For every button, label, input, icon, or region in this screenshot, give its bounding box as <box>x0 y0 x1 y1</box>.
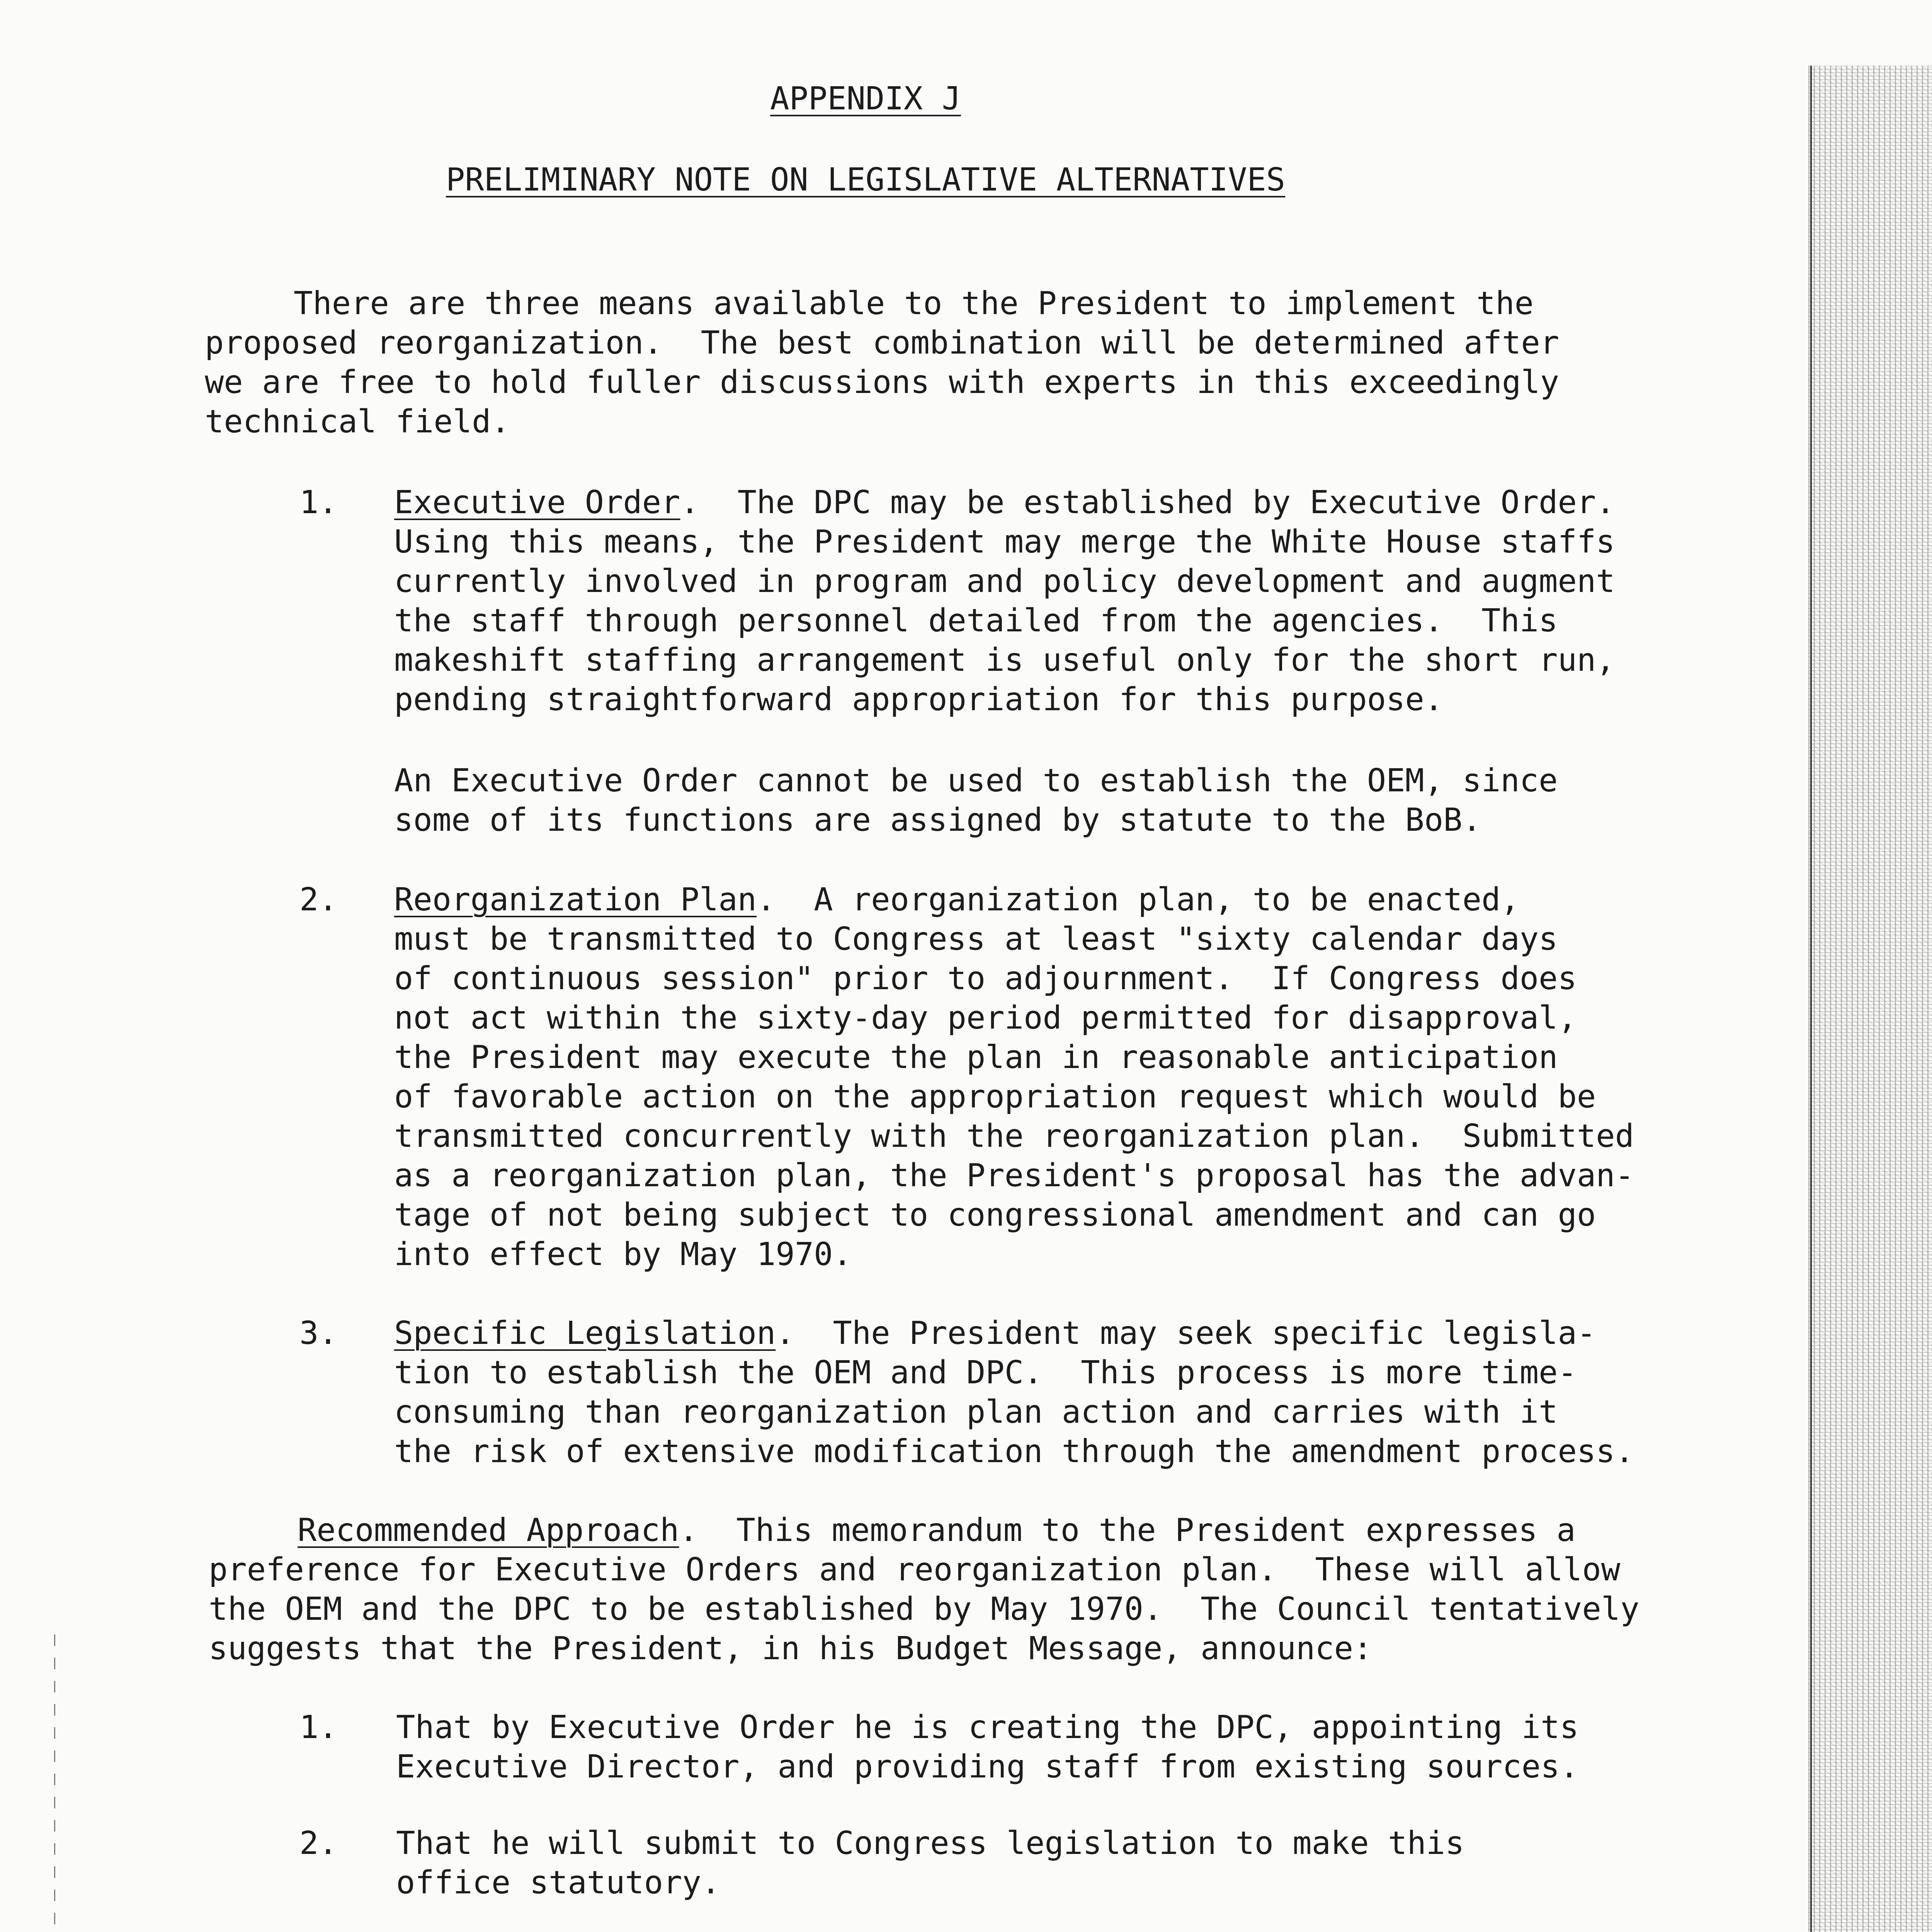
executive-order-item <box>394 483 1615 522</box>
item-line: the staff through personnel detailed from the agencies. This <box>394 602 1558 639</box>
item-number: 2. <box>299 881 338 918</box>
item-note-line: An Executive Order cannot be used to establish the OEM, since <box>394 762 1558 799</box>
recommended-line: suggests that the President, in his Budget Message, announce: <box>209 1630 1372 1667</box>
recommended-heading: Recommended Approach <box>298 1512 679 1549</box>
intro-line: proposed reorganization. The best combination will be determined after <box>205 325 1560 361</box>
intro-line: we are free to hold fuller discussions with experts in this exceedingly <box>205 364 1560 401</box>
item-number: 3. <box>299 1315 338 1352</box>
item-line: tion to establish the OEM and DPC. This process is more time- <box>394 1354 1577 1391</box>
item-line: consuming than reorganization plan action and carries with it <box>394 1394 1558 1430</box>
item-line: currently involved in program and policy development and augment <box>394 563 1615 600</box>
announcement-line: That he will submit to Congress legislation to make this <box>396 1825 1464 1862</box>
item-line: tage of not being subject to congressional amendment and can go <box>394 1197 1596 1233</box>
specific-legislation-item <box>394 1314 1596 1353</box>
recommended-line: . This memorandum to the President expresses a <box>679 1512 1576 1549</box>
reorganization-plan-item <box>394 880 1520 920</box>
item-line: . The President may seek specific legisla- <box>776 1315 1596 1352</box>
item-line: pending straightforward appropriation for this purpose. <box>394 681 1444 718</box>
item-line: as a reorganization plan, the President's proposal has the advan- <box>394 1157 1634 1194</box>
announcement-line: That by Executive Order he is creating the DPC, appointing its <box>396 1709 1579 1746</box>
intro-line: technical field. <box>205 403 510 440</box>
recommended-approach <box>298 1511 1576 1550</box>
item-line: must be transmitted to Congress at least "sixty calendar days <box>394 921 1558 957</box>
item-heading: Reorganization Plan <box>394 881 757 918</box>
recommended-line: preference for Executive Orders and reorganization plan. These will allow <box>209 1551 1621 1588</box>
item-heading: Executive Order <box>394 484 680 521</box>
item-line: . The DPC may be established by Executive Order. <box>680 484 1615 521</box>
announcement-number: 1. <box>299 1709 338 1746</box>
item-heading: Specific Legislation <box>394 1315 776 1352</box>
item-line: makeshift staffing arrangement is useful only for the short run, <box>394 642 1615 679</box>
item-line: of continuous session" prior to adjournment. If Congress does <box>394 960 1577 997</box>
item-line: of favorable action on the appropriation request which would be <box>394 1078 1596 1115</box>
page-title: PRELIMINARY NOTE ON LEGISLATIVE ALTERNATIVES <box>446 162 1286 198</box>
appendix-label: APPENDIX J <box>770 80 961 117</box>
item-number: 1. <box>299 484 338 521</box>
item-line: the President may execute the plan in reasonable anticipation <box>394 1039 1558 1076</box>
item-line: the risk of extensive modification through the amendment process. <box>394 1433 1634 1470</box>
item-line: . A reorganization plan, to be enacted, <box>757 881 1520 918</box>
item-line: transmitted concurrently with the reorganization plan. Submitted <box>394 1118 1634 1155</box>
item-line: Using this means, the President may merge the White House staffs <box>394 524 1615 560</box>
item-note-line: some of its functions are assigned by statute to the BoB. <box>394 802 1481 838</box>
announcement-line: Executive Director, and providing staff from existing sources. <box>396 1748 1579 1785</box>
item-line: into effect by May 1970. <box>394 1236 852 1273</box>
intro-line: There are three means available to the President to implement the <box>294 285 1534 322</box>
announcement-line: office statutory. <box>396 1864 721 1901</box>
item-line: not act within the sixty-day period permitted for disapproval, <box>394 1000 1577 1036</box>
recommended-line: the OEM and the DPC to be established by May 1970. The Council tentatively <box>209 1591 1639 1628</box>
announcement-number: 2. <box>299 1825 338 1862</box>
